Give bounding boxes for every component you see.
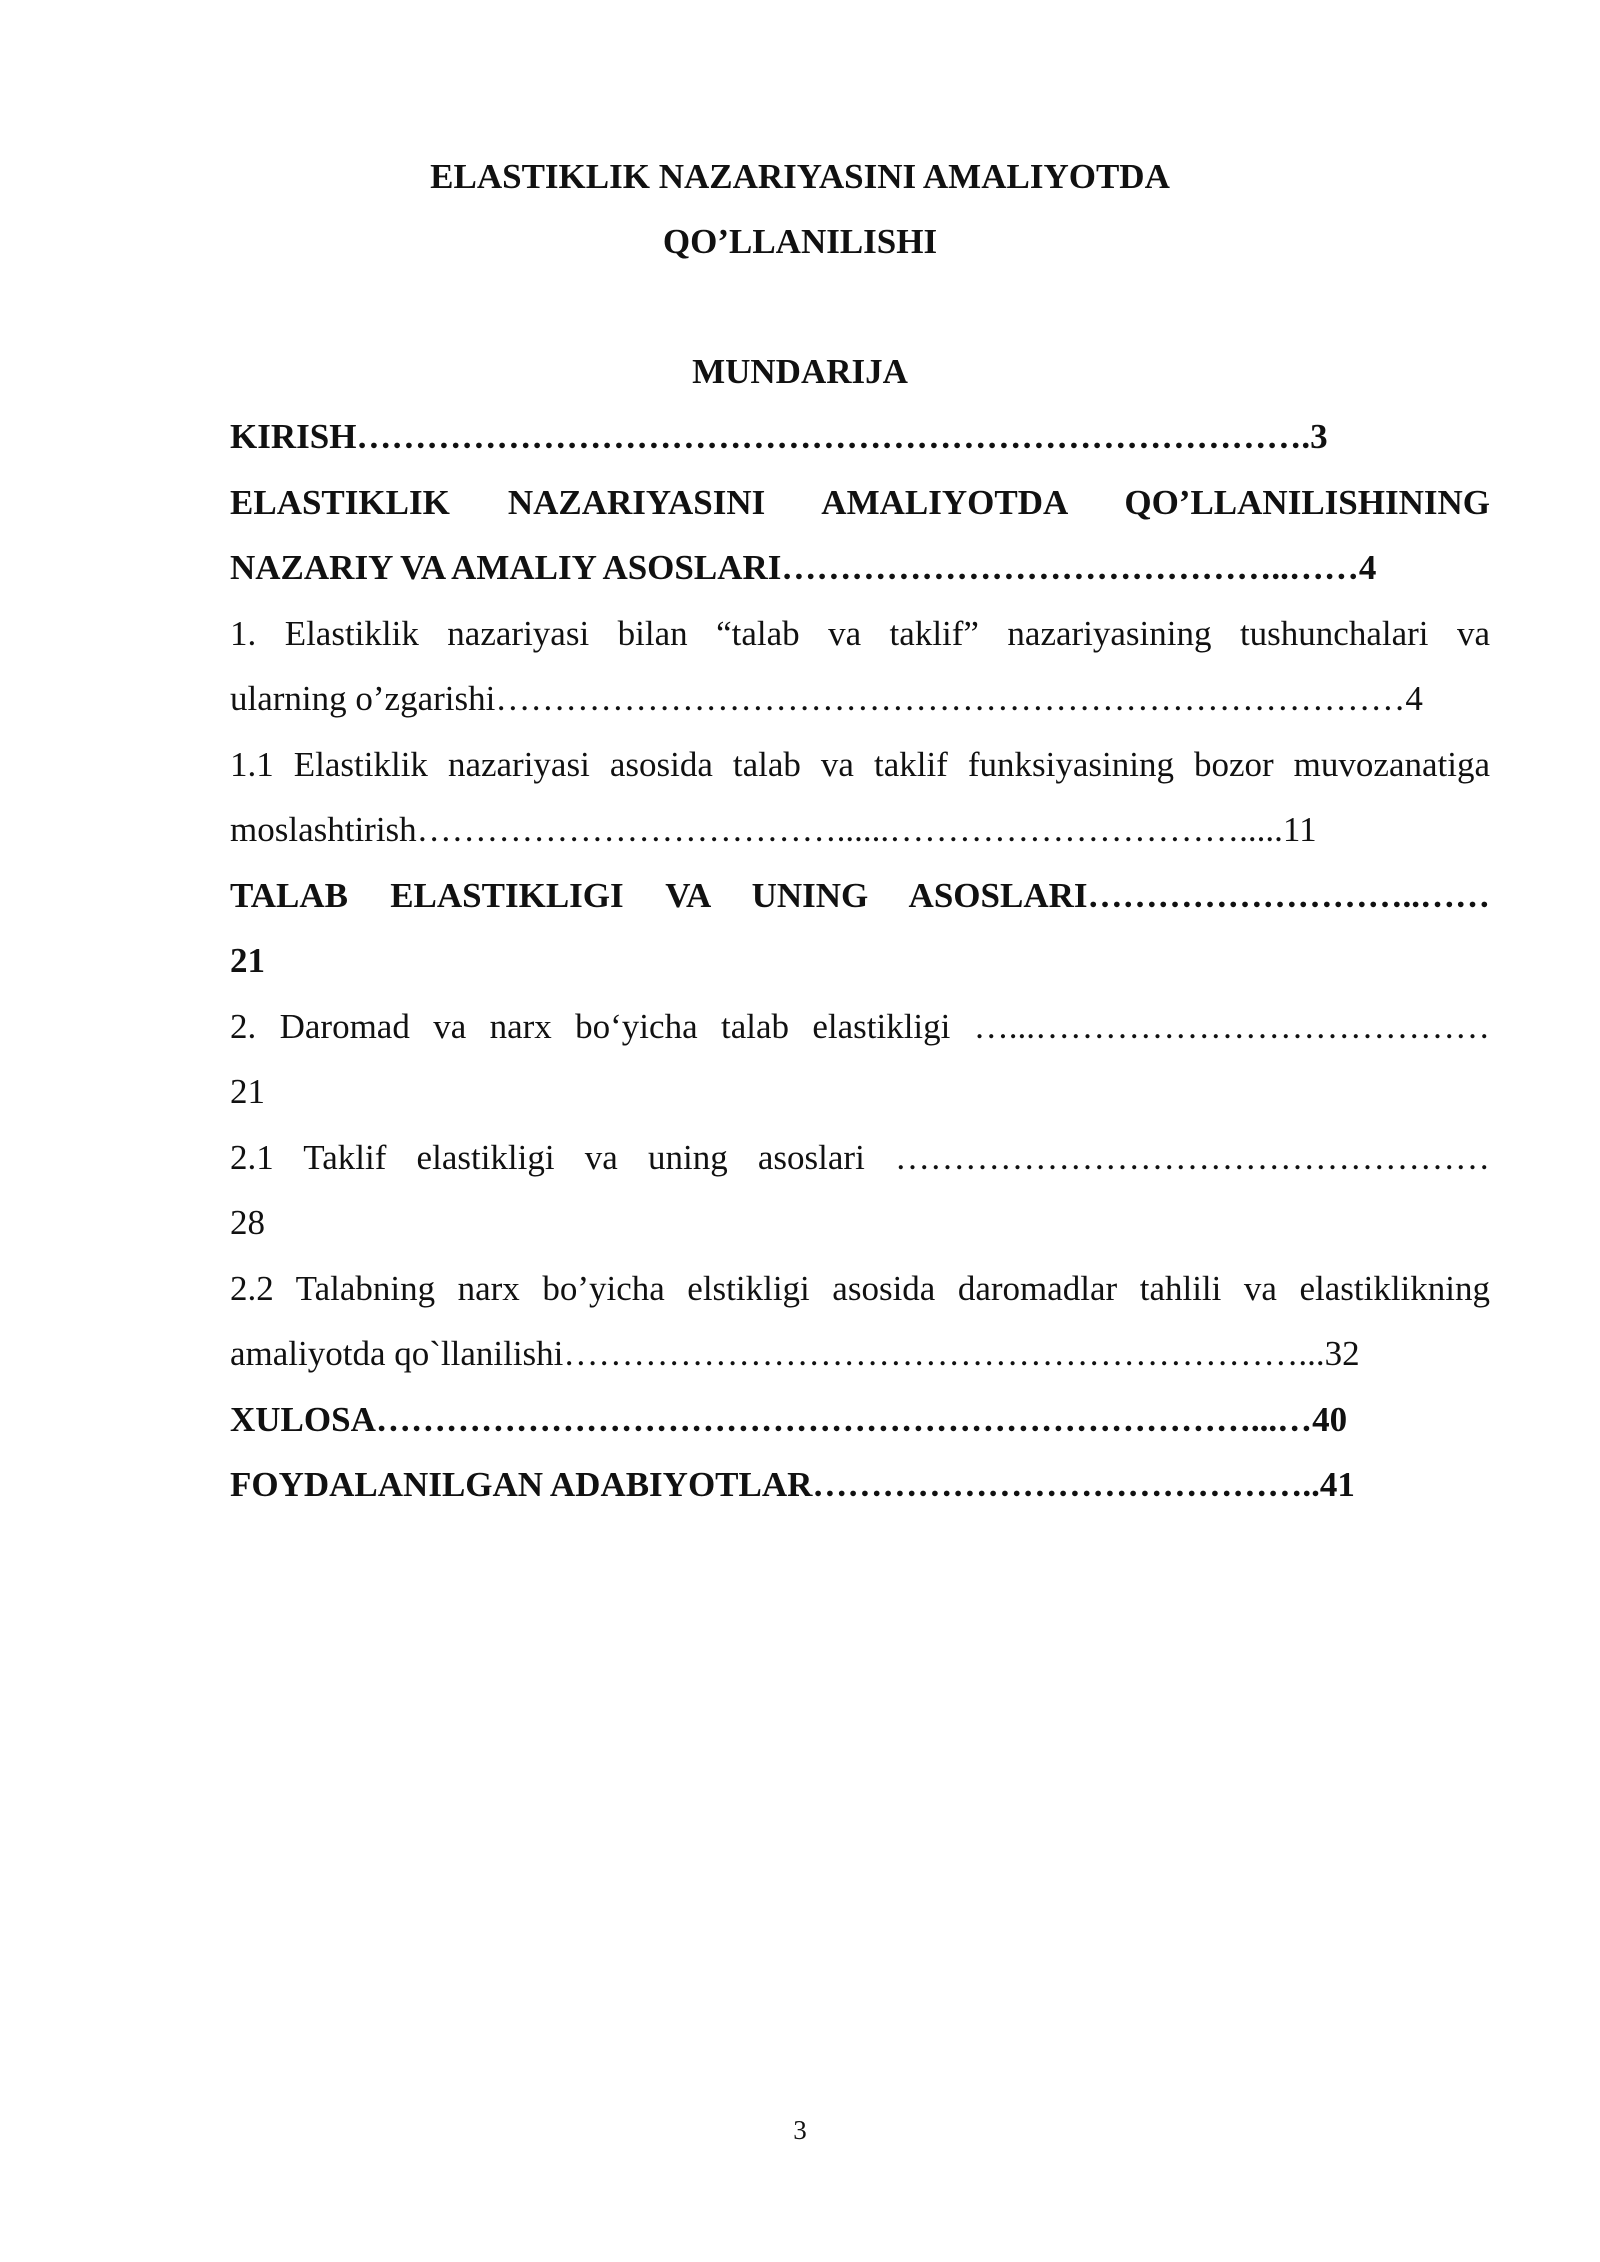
page-number: 3 bbox=[793, 2115, 807, 2145]
toc-entry-kirish: KIRISH……………………………………………………………………….3 bbox=[230, 417, 1328, 456]
toc-entry-section-1-cont: ularning o’zgarishi……………………………………………………………………4 bbox=[230, 679, 1423, 718]
toc-entry-section-2-2-cont: amaliyotda qo`llanilishi………………………………………………………...32 bbox=[230, 1334, 1360, 1373]
toc-entry-section-2-2: 2.2 Talabning narx bo’yicha elstikligi asosida daromadlar tahlili va elastiklikning bbox=[230, 1268, 1490, 1308]
toc-entry-chapter-2-page: 21 bbox=[230, 941, 265, 980]
toc-entry-adabiyotlar: FOYDALANILGAN ADABIYOTLAR……………………………………..41 bbox=[230, 1465, 1355, 1504]
document-title-line-1: ELASTIKLIK NAZARIYASINI AMALIYOTDA bbox=[430, 157, 1170, 196]
toc-entry-section-2-1: 2.1 Taklif elastikligi va uning asoslari …………………………………………… bbox=[230, 1137, 1490, 1177]
table-of-contents bbox=[230, 404, 1490, 1518]
toc-entry-section-1-1-cont: moslashtirish………………………………......………………………….....11 bbox=[230, 810, 1317, 849]
toc-entry-chapter-1-title: ELASTIKLIK NAZARIYASINI AMALIYOTDA QO’LLANILISHINING bbox=[230, 482, 1490, 522]
toc-entry-section-2-page: 21 bbox=[230, 1072, 265, 1111]
toc-entry-xulosa: XULOSA…………………………………………………………………...…40 bbox=[230, 1399, 1348, 1439]
toc-heading: MUNDARIJA bbox=[692, 352, 908, 391]
toc-entry-section-1-1: 1.1 Elastiklik nazariyasi asosida talab va taklif funksiyasining bozor muvozanatiga bbox=[230, 744, 1490, 784]
toc-entry-section-2: 2. Daromad va narx bo‘yicha talab elastikligi …...………………………………… bbox=[230, 1006, 1490, 1046]
document-title-line-2: QO’LLANILISHI bbox=[662, 222, 938, 261]
toc-entry-chapter-1-title-cont: NAZARIY VA AMALIY ASOSLARI……………………………………..……4 bbox=[230, 548, 1377, 587]
toc-entry-section-1: 1. Elastiklik nazariyasi bilan “talab va taklif” nazariyasining tushunchalari va bbox=[230, 613, 1490, 653]
toc-entry-section-2-1-page: 28 bbox=[230, 1203, 265, 1242]
toc-entry-chapter-2-title: TALAB ELASTIKLIGI VA UNING ASOSLARI………………………..…… bbox=[230, 875, 1490, 915]
